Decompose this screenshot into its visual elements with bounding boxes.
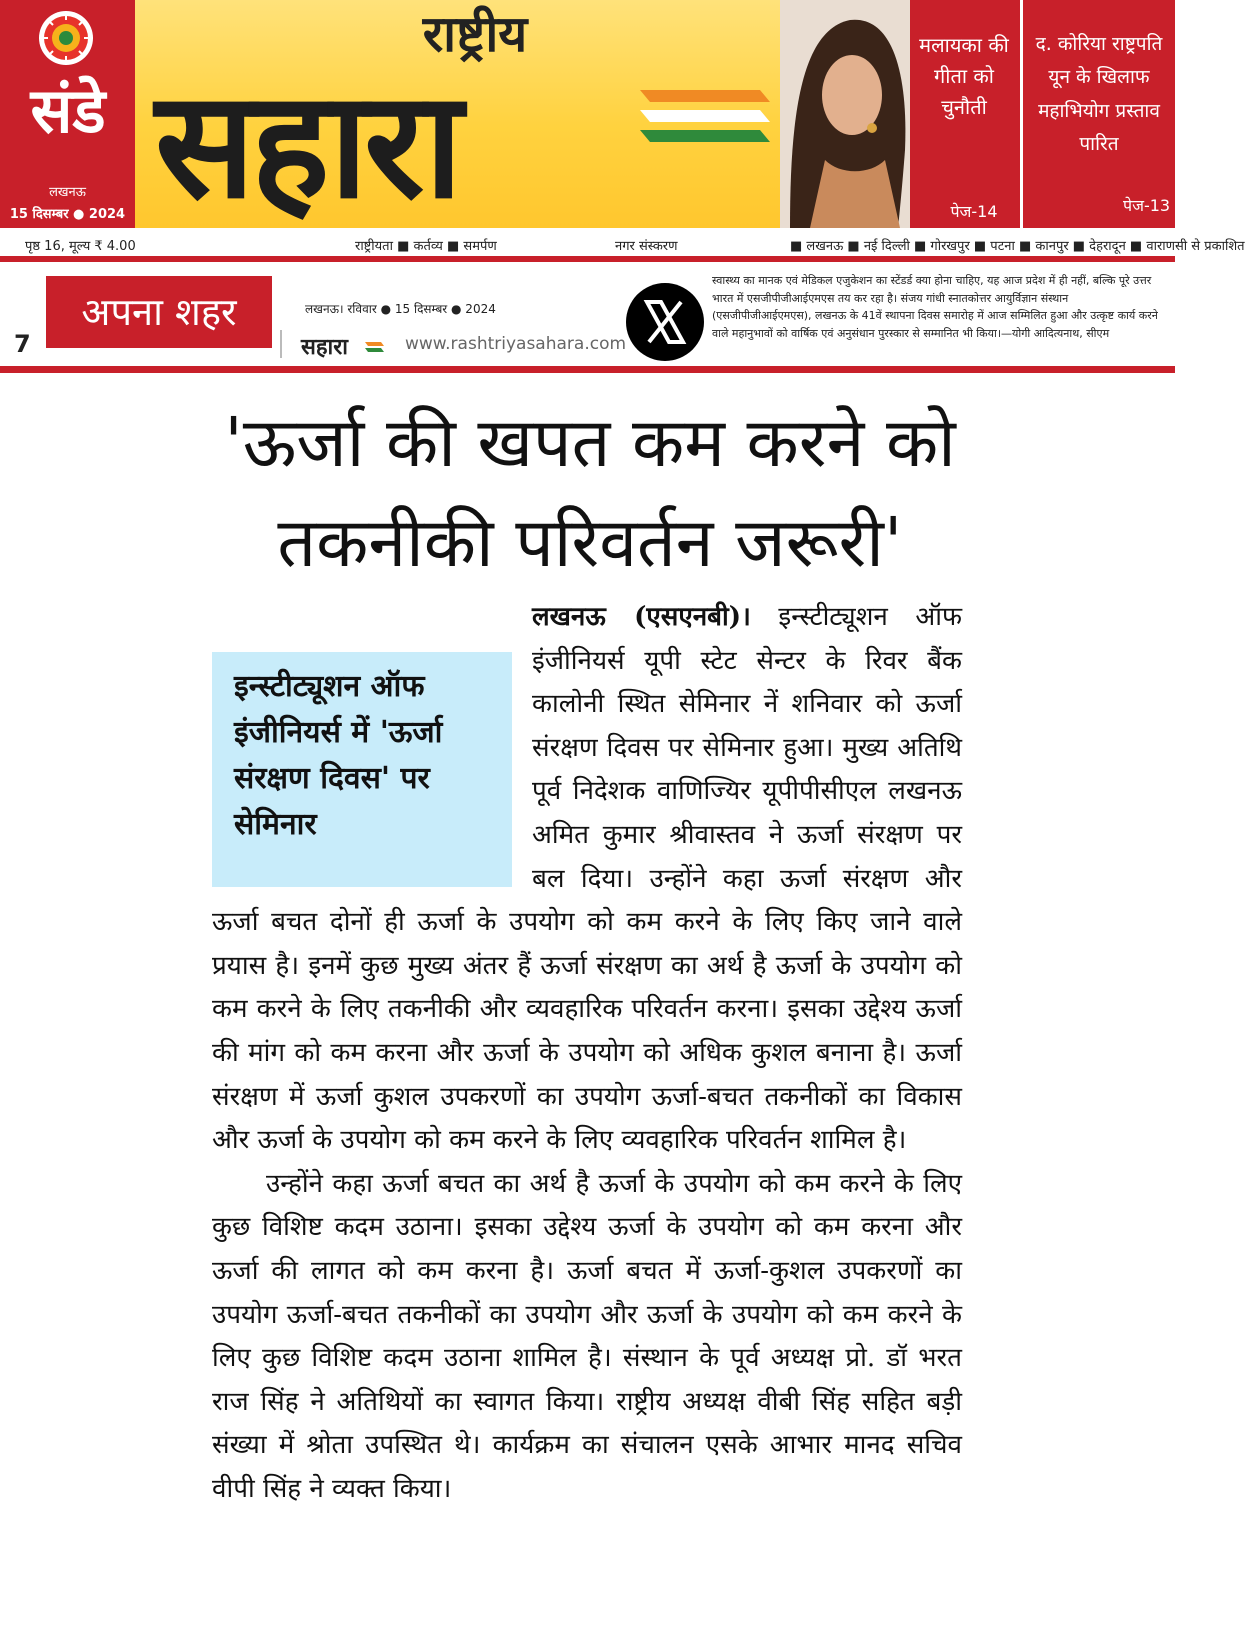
edition-date: 15 दिसम्बर ● 2024	[9, 207, 126, 222]
divider-rule	[0, 366, 1175, 373]
info-strip	[0, 232, 1245, 256]
promo-box-2[interactable]	[1023, 0, 1175, 228]
sunday-edition-panel	[0, 0, 135, 228]
promo-2-page-ref: पेज-13	[1123, 196, 1171, 215]
masthead	[0, 0, 1175, 231]
website-url[interactable]: www.rashtriyasahara.com	[405, 334, 627, 354]
tricolor-stripes-icon	[640, 88, 770, 148]
section-title: अपना शहर	[46, 276, 272, 348]
article-body	[212, 596, 962, 1646]
nameplate-top-word: राष्ट्रीय	[422, 4, 528, 63]
mini-logo-text: सहारा	[301, 334, 348, 360]
edition-name: नगर संस्करण	[615, 239, 678, 254]
cm-quote: स्वास्थ्य का मानक एवं मेडिकल एजुकेशन का स्टेंडर्ड क्या होना चाहिए, यह आज प्रदेश में ही नहीं, बल्कि पूरे उत्तर भारत में एसजीपीजीआईएमएस तय कर रहा है। संजय गांधी स्नातकोत्तर आयुर्विज्ञान संस्थान (एसजीपीजीआईएमएस), लखनऊ के 41वें स्थापना दिवस समारोह में आज सम्मिलित हुआ और उत्कृष्ट कार्य करने वाले महानुभावों को वार्षिक एवं अनुसंधान पुरस्कार से सम्मानित भी किया।—योगी आदित्यनाथ, सीएम	[712, 274, 1158, 340]
promo-1-page-ref: पेज-14	[950, 202, 998, 221]
page-number: 7	[14, 330, 31, 358]
nameplate-panel	[135, 0, 780, 231]
sun-logo-icon	[36, 8, 96, 68]
promo-2-headline: द. कोरिया राष्ट्रपति यून के खिलाफ महाभियोग प्रस्ताव पारित	[1035, 33, 1163, 155]
published-cities: ■ लखनऊ ■ नई दिल्ली ■ गोरखपुर ■ पटना ■ कानपुर ■ देहरादून ■ वाराणसी से प्रकाशित	[790, 239, 1245, 254]
nameplate-word: सहारा	[155, 57, 459, 231]
sunday-label: संडे	[30, 74, 106, 147]
motto: राष्ट्रीयता ■ कर्तव्य ■ समर्पण	[355, 239, 497, 254]
dateline: लखनऊ। रविवार ● 15 दिसम्बर ● 2024	[305, 302, 496, 316]
article-callout: इन्स्टीट्यूशन ऑफ इंजीनियर्स में 'ऊर्जा संरक्षण दिवस' पर सेमिनार	[212, 652, 512, 887]
byline: लखनऊ (एसएनबी)।	[532, 602, 751, 632]
article-headline: 'ऊर्जा की खपत कम करने को तकनीकी परिवर्तन जरूरी'	[224, 404, 956, 583]
paragraph-2: उन्होंने कहा ऊर्जा बचत का अर्थ है ऊर्जा के उपयोग को कम करने के लिए कुछ विशिष्ट कदम उठाना। इसका उद्देश्य ऊर्जा के उपयोग को कम करना और ऊर्जा की लागत को कम करना है। ऊर्जा बचत में ऊर्जा-कुशल उपकरणों का उपयोग ऊर्जा-बचत तकनीकों का उपयोग और ऊर्जा के उपयोग को कम करने के लिए कुछ विशिष्ट कदम उठाना शामिल है। संस्थान के पूर्व अध्यक्ष प्रो. डॉ भरत राज सिंह ने अतिथियों का स्वागत किया। राष्ट्रीय अध्यक्ष वीबी सिंह सहित बड़ी संख्या में श्रोता उपस्थित थे। कार्यक्रम का संचालन एसके आभार मानद सचिव वीपी सिंह ने व्यक्त किया।	[212, 1168, 962, 1504]
edition-city: लखनऊ	[49, 185, 86, 200]
paragraph-1-text: इन्स्टीट्यूशन ऑफ इंजीनियर्स यूपी स्टेट सेन्टर के रिवर बैंक कालोनी स्थित सेमिनार नें शनिवार को ऊर्जा संरक्षण दिवस पर सेमिनार हुआ। मुख्य अतिथि पूर्व निदेशक वाणिज्यिर यूपीपीसीएल लखनऊ अमित कुमार श्रीवास्तव ने ऊर्जा संरक्षण पर बल दिया। उन्होंने कहा ऊर्जा संरक्षण और ऊर्जा बचत दोनों ही ऊर्जा के उपयोग को कम करने के लिए किए जाने वाले प्रयास है। इनमें कुछ मुख्य अंतर हैं ऊर्जा संरक्षण का अर्थ है ऊर्जा के उपयोग को कम करने के लिए तकनीकी और व्यवहारिक परिवर्तन करना। इसका उद्देश्य ऊर्जा की मांग को कम करना और ऊर्जा के उपयोग को अधिक कुशल बनाना है। ऊर्जा संरक्षण में ऊर्जा कुशल उपकरणों का उपयोग ऊर्जा-बचत तकनीकों का विकास और ऊर्जा के उपयोग को कम करने के लिए व्यवहारिक परिवर्तन शामिल है।	[212, 602, 962, 1156]
x-logo-icon	[625, 282, 705, 362]
promo-1-headline: मलायका की गीता को चुनौती	[919, 33, 1009, 119]
promo-box-1[interactable]	[780, 0, 1020, 228]
price-info: पृष्ठ 16, मूल्य ₹ 4.00	[25, 239, 136, 254]
mini-nameplate-logo	[295, 326, 385, 360]
separator	[280, 330, 282, 358]
portrait-photo-icon	[780, 0, 910, 228]
